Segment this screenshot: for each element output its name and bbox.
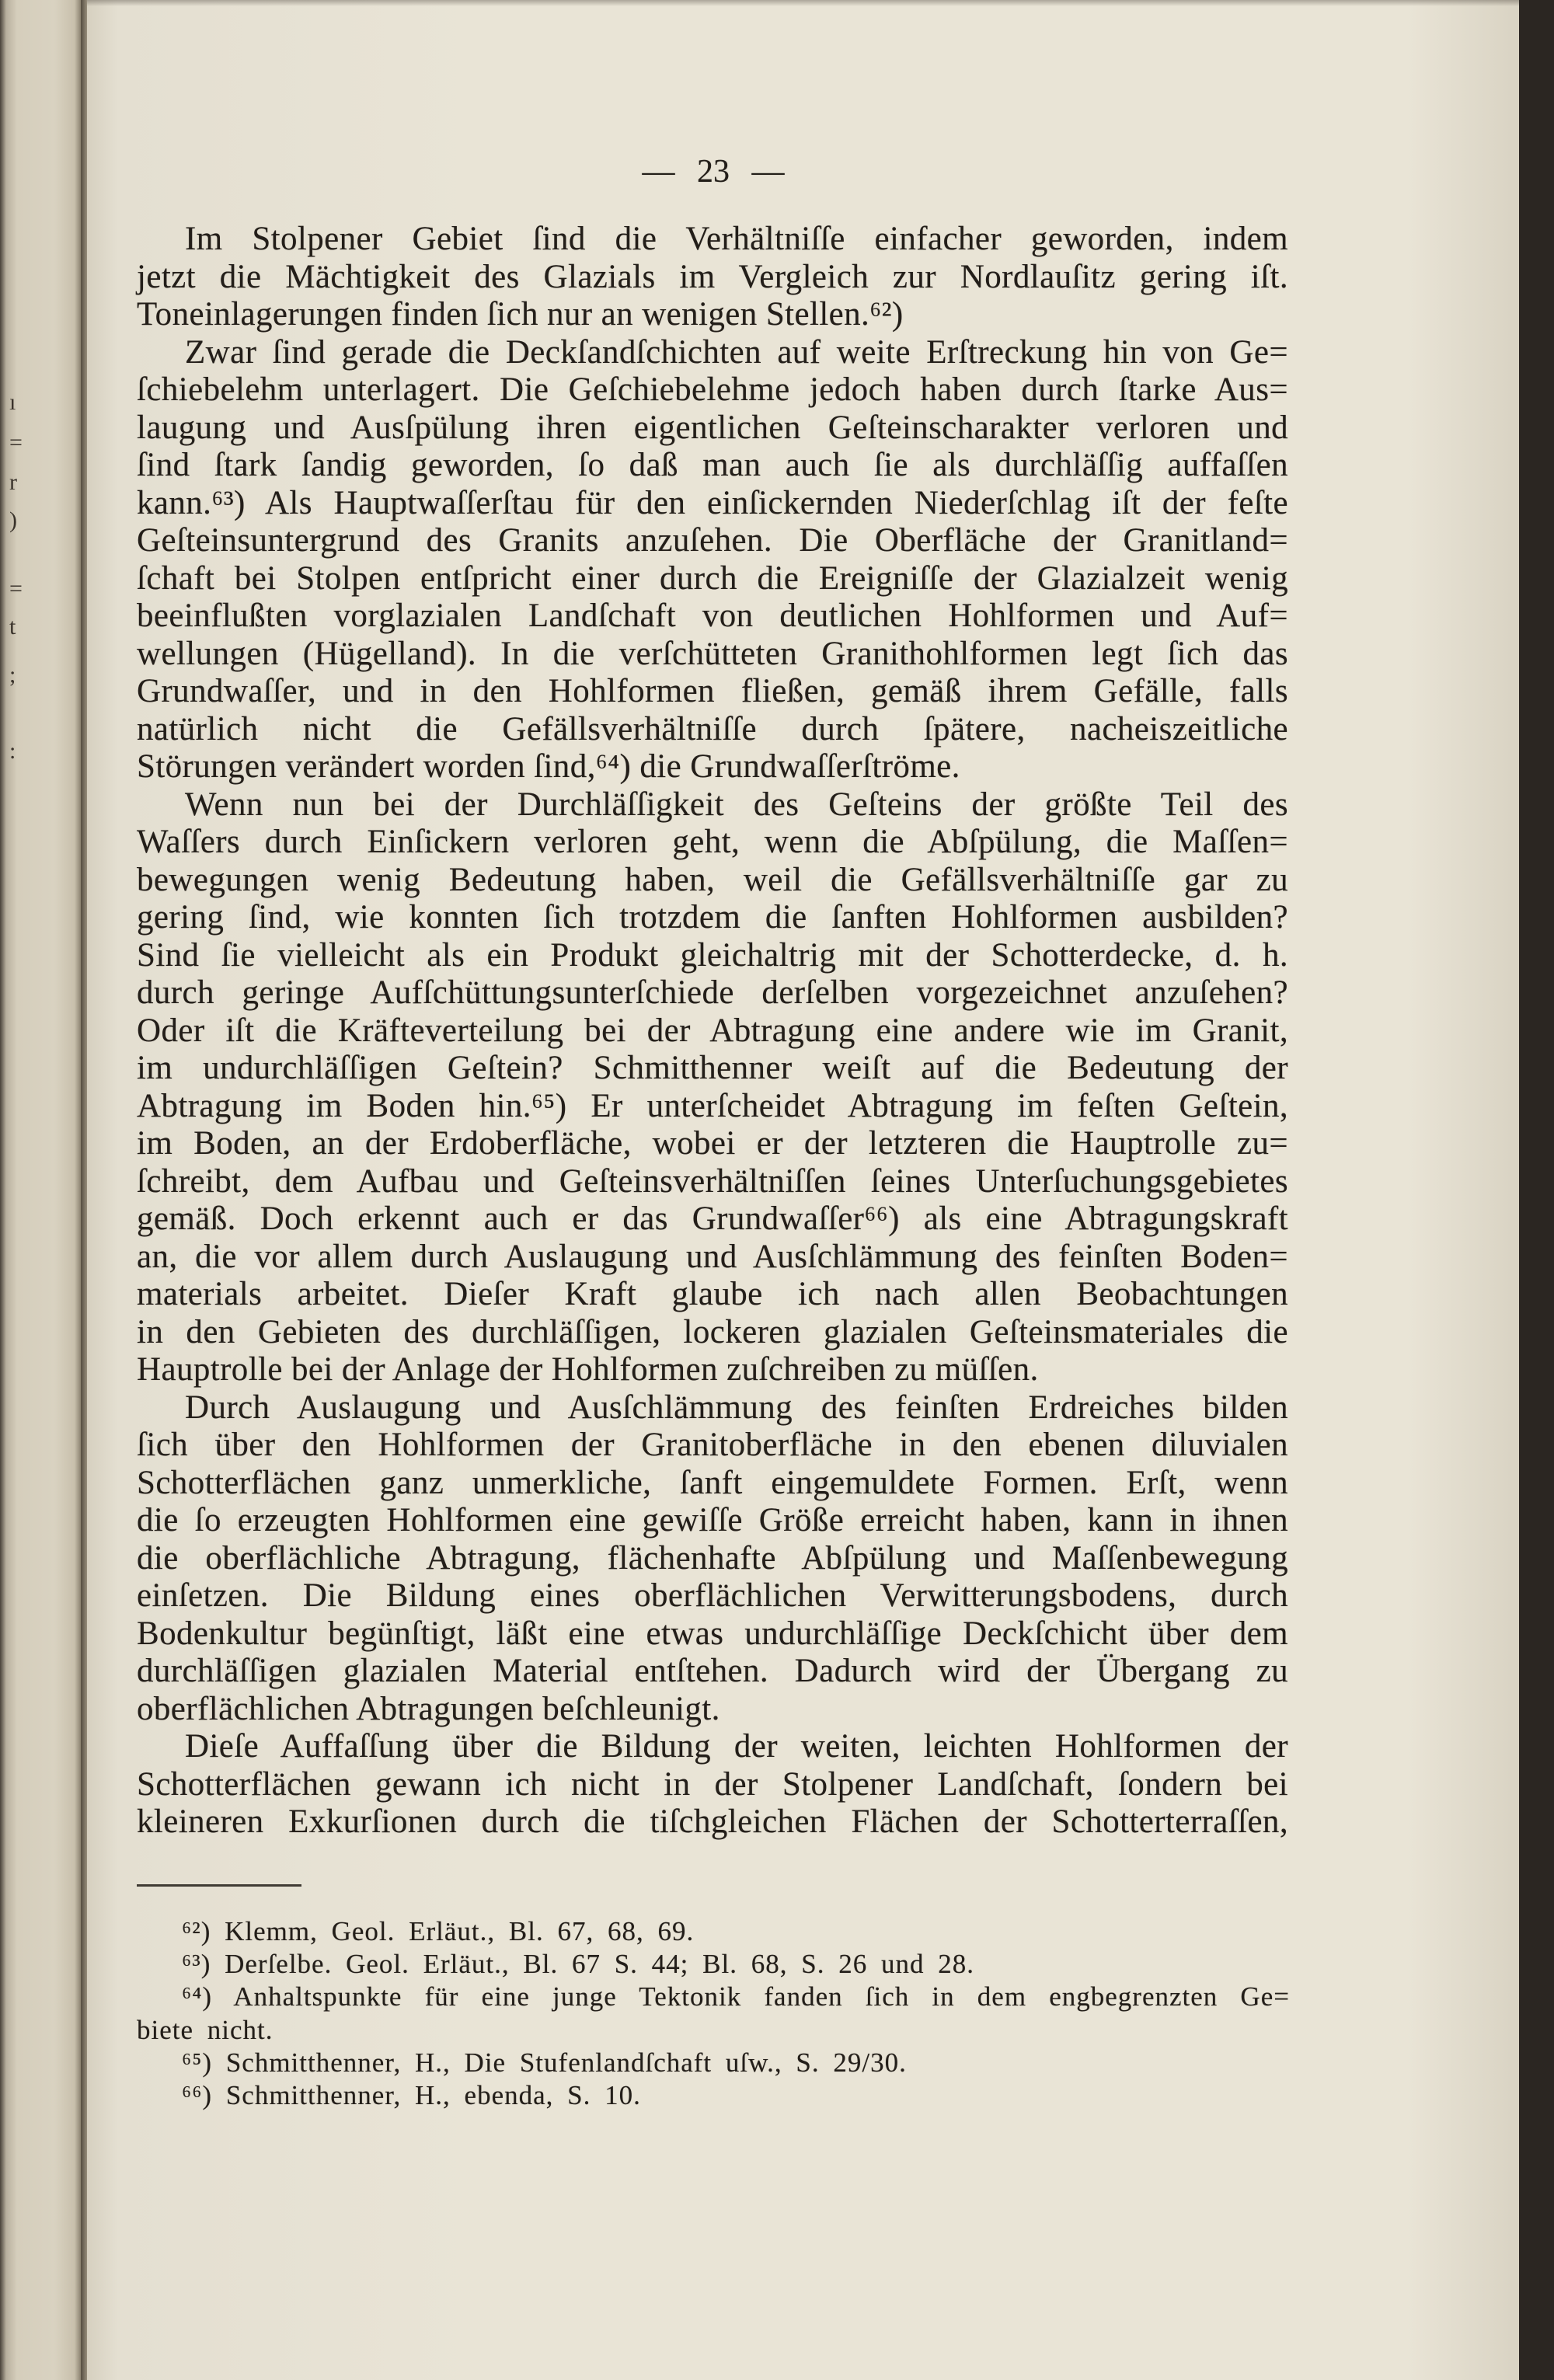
footnote-text: Derſelbe. Geol. Erläut., Bl. 67 S. 44; Bl. 68, S. 26 und 28. <box>225 1949 974 1980</box>
paragraph <box>137 334 1288 786</box>
footnote-text: Schmitthenner, H., Die Stufenlandſchaft uſw., S. 29/30. <box>225 2047 907 2078</box>
footnote-text: Anhaltspunkte für eine junge Tektonik fanden ſich in dem engbegrenzten Ge= <box>233 1981 1290 2012</box>
paragraph <box>137 1728 1288 1842</box>
footnote <box>137 1981 1290 2013</box>
body-line: ſind ſtark ſandig geworden, ſo daß man auch ſie als durchläſſig auffaſſen <box>137 447 1288 483</box>
footnote <box>137 2047 1290 2079</box>
body-line: Oder iſt die Kräfteverteilung bei der Abtragung eine andere wie im Granit, <box>137 1012 1288 1049</box>
facing-page-fragment: = <box>9 430 23 455</box>
body-line: Im Stolpener Gebiet ſind die Verhältniſſe einfacher geworden, indem <box>185 221 1288 257</box>
body-line: Störungen verändert worden ſind,⁶⁴) die Grundwaſſerſtröme. <box>137 748 960 785</box>
body-line: beeinflußten vorglazialen Landſchaft von deutlichen Hohlformen und Auf= <box>137 598 1288 634</box>
facing-page-fragment: t <box>9 614 16 639</box>
footnote-marker: ⁶⁴) <box>182 1981 213 2012</box>
body-line: durch geringe Aufſchüttungsunterſchiede derſelben vorgezeichnet anzuſehen? <box>137 974 1288 1011</box>
body-line: ſchaft bei Stolpen entſpricht einer durch die Ereigniſſe der Glazialzeit wenig <box>137 559 1288 597</box>
facing-page-fragment: = <box>9 576 23 601</box>
body-line: im Boden, an der Erdoberfläche, wobei er der letzteren die Hauptrolle zu= <box>137 1125 1288 1162</box>
page-top-shadow <box>87 0 1519 6</box>
body-line: die oberflächliche Abtragung, flächenhafte Abſpülung und Maſſenbewegung <box>137 1539 1288 1577</box>
body-line: im undurchläſſigen Geſtein? Schmitthenner weiſt auf die Bedeutung der <box>137 1050 1288 1086</box>
footnote-continuation: biete nicht. <box>137 2014 274 2045</box>
footnote-marker: ⁶⁵) <box>182 2047 213 2078</box>
footnote <box>137 2079 1290 2112</box>
body-line: Bodenkultur begünſtigt, läßt eine etwas undurchläſſige Deckſchicht über dem <box>137 1615 1288 1652</box>
body-line: Grundwaſſer, und in den Hohlformen fließen, gemäß ihrem Gefälle, falls <box>137 673 1288 709</box>
body-line: durchläſſigen glazialen Material entſtehen. Dadurch wird der Übergang zu <box>137 1653 1288 1689</box>
footnotes <box>137 1915 1290 2112</box>
body-line: Geſteinsuntergrund des Granits anzuſehen. Die Oberfläche der Granitland= <box>137 522 1288 559</box>
footnote-marker: ⁶²) <box>182 1916 211 1946</box>
body-line: Dieſe Auffaſſung über die Bildung der weiten, leichten Hohlformen der <box>185 1728 1288 1765</box>
body-line: materials arbeitet. Dieſer Kraft glaube ich nach allen Beobachtungen <box>137 1276 1288 1312</box>
body-line: Sind ſie vielleicht als ein Produkt gleichaltrig mit der Schotterdecke, d. h. <box>137 936 1288 974</box>
body-line: laugung und Ausſpülung ihren eigentlichen Geſteinscharakter verloren und <box>137 409 1288 446</box>
footnote-marker: ⁶⁶) <box>182 2079 213 2110</box>
paragraph <box>137 1389 1288 1729</box>
body-line: Waſſers durch Einſickern verloren geht, wenn die Abſpülung, die Maſſen= <box>137 824 1288 860</box>
body-line: Zwar ſind gerade die Deckſandſchichten auf weite Erſtreckung hin von Ge= <box>185 333 1288 371</box>
footnote-text: Schmitthenner, H., ebenda, S. 10. <box>225 2079 641 2110</box>
facing-page-edge <box>0 0 81 2380</box>
body-line: gemäß. Doch erkennt auch er das Grundwaſſer⁶⁶) als eine Abtragungskraft <box>137 1200 1288 1237</box>
facing-page-fragment: r <box>9 469 17 495</box>
paragraph <box>137 786 1288 1389</box>
page-number: — 23 — <box>642 154 785 190</box>
body-line: gering ſind, wie konnten ſich trotzdem die ſanften Hohlformen ausbilden? <box>137 899 1288 936</box>
body-line: kann.⁶³) Als Hauptwaſſerſtau für den einſickernden Niederſchlag iſt der feſte <box>137 484 1288 521</box>
body-line: Durch Auslaugung und Ausſchlämmung des feinſten Erdreiches bilden <box>185 1389 1288 1426</box>
body-line: Wenn nun bei der Durchläſſigkeit des Geſteins der größte Teil des <box>185 786 1288 823</box>
body-line: in den Gebieten des durchläſſigen, lockeren glazialen Geſteinsmateriales die <box>137 1313 1288 1350</box>
body-line: wellungen (Hügelland). In die verſchütteten Granithohlformen legt ſich das <box>137 635 1288 672</box>
footnote-separator <box>137 1884 301 1887</box>
body-line: ſich über den Hohlformen der Granitoberfläche in den ebenen diluvialen <box>137 1427 1288 1463</box>
body-line: Schotterflächen gewann ich nicht in der Stolpener Landſchaft, ſondern bei <box>137 1765 1288 1803</box>
facing-page-fragment: ı <box>9 389 16 415</box>
body-line: bewegungen wenig Bedeutung haben, weil die Gefällsverhältniſſe gar zu <box>137 861 1288 898</box>
paragraph <box>137 221 1288 334</box>
body-line: Schotterflächen ganz unmerkliche, ſanft eingemuldete Formen. Erſt, wenn <box>137 1464 1288 1501</box>
body-line: einſetzen. Die Bildung eines oberflächlichen Verwitterungsbodens, durch <box>137 1577 1288 1614</box>
body-line: natürlich nicht die Gefällsverhältniſſe durch ſpätere, nacheiszeitliche <box>137 710 1288 747</box>
body-text <box>137 221 1288 1842</box>
footnote <box>137 1915 1290 1948</box>
body-line: kleineren Exkurſionen durch die tiſchgleichen Flächen der Schotterterraſſen, <box>137 1803 1288 1840</box>
footnote-marker: ⁶³) <box>182 1949 211 1980</box>
body-line: oberflächlichen Abtragungen beſchleunigt. <box>137 1690 720 1727</box>
body-line: Hauptrolle bei der Anlage der Hohlformen zuſchreiben zu müſſen. <box>137 1351 1039 1388</box>
body-line: ſchreibt, dem Aufbau und Geſteinsverhältniſſen ſeines Unterſuchungsgebietes <box>137 1162 1288 1200</box>
body-line: ſchiebelehm unterlagert. Die Geſchiebelehme jedoch haben durch ſtarke Aus= <box>137 371 1288 408</box>
body-line: Abtragung im Boden hin.⁶⁵) Er unterſcheidet Abtragung im feſten Geſtein, <box>137 1087 1288 1124</box>
facing-page-fragment: ) <box>9 507 17 533</box>
footnote-text: Klemm, Geol. Erläut., Bl. 67, 68, 69. <box>225 1916 695 1946</box>
body-line: Toneinlagerungen finden ſich nur an wenigen Stellen.⁶²) <box>137 296 904 333</box>
facing-page-fragment: ; <box>9 662 16 688</box>
footnote <box>137 1948 1290 1981</box>
body-line: an, die vor allem durch Auslaugung und Ausſchlämmung des feinſten Boden= <box>137 1238 1288 1275</box>
body-line: jetzt die Mächtigkeit des Glazials im Vergleich zur Nordlauſitz gering iſt. <box>137 258 1288 295</box>
body-line: die ſo erzeugten Hohlformen eine gewiſſe Größe erreicht haben, kann in ihnen <box>137 1502 1288 1538</box>
facing-page-fragment: : <box>9 738 16 764</box>
